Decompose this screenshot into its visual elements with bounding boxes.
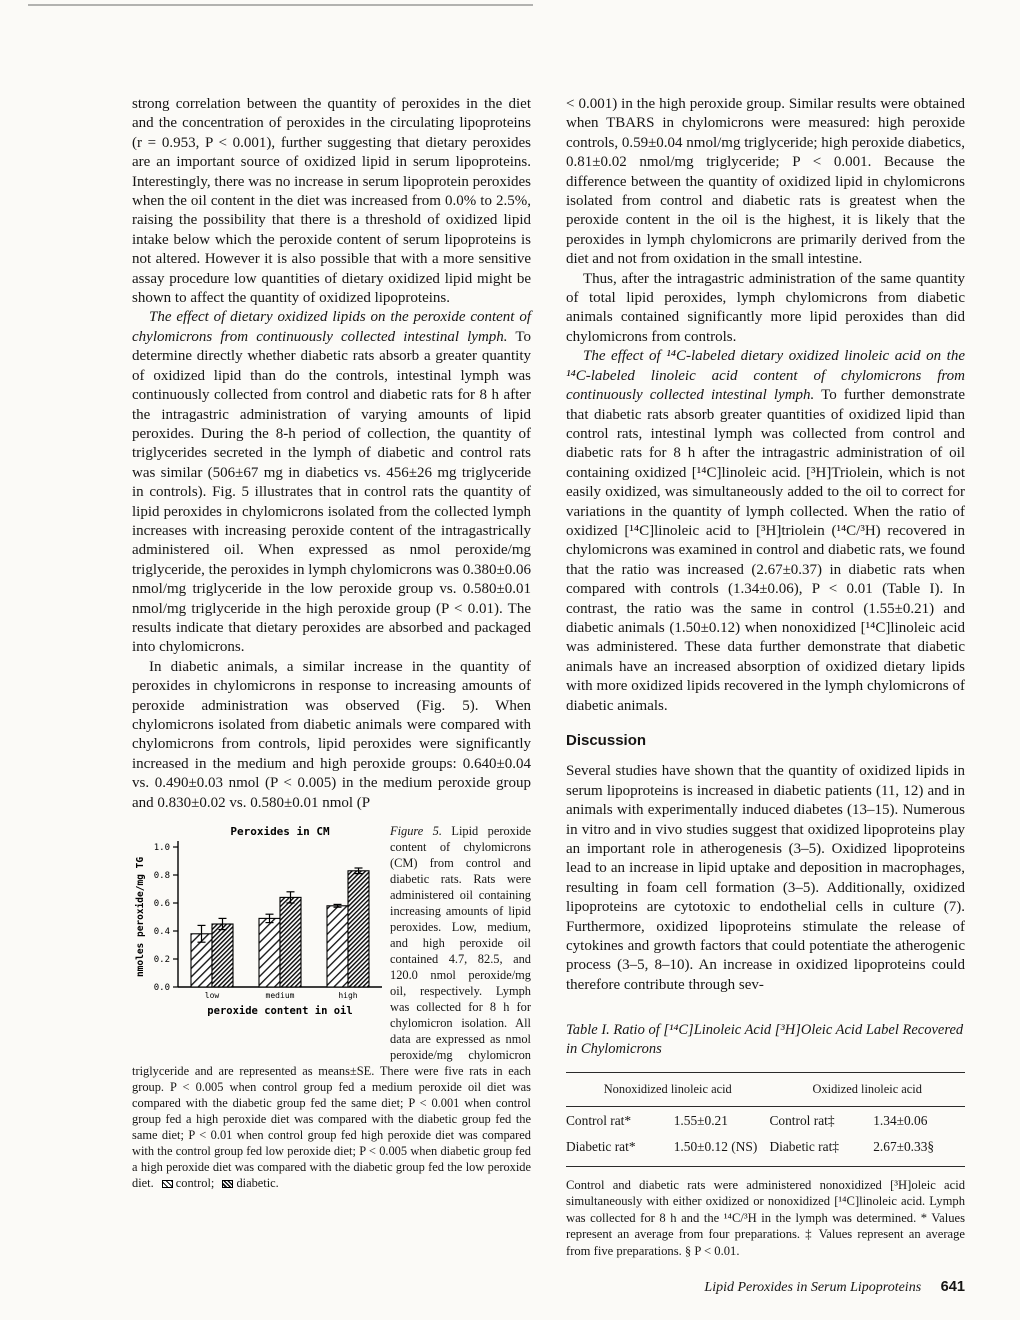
figure-label: Figure 5. bbox=[390, 824, 442, 839]
bar-chart-svg bbox=[132, 823, 390, 1049]
svg-text:high: high bbox=[338, 991, 358, 1001]
running-title: Lipid Peroxides in Serum Lipoproteins bbox=[704, 1280, 922, 1295]
table-row bbox=[566, 1106, 965, 1133]
paragraph-continuation: strong correlation between the quantity of peroxides in the diet and the concentration of peroxides in the circulating lipoproteins (r = 0.953, P < 0.001), further suggesting that dietary peroxides are an important source of oxidized lipid in serum lipoproteins. Interestingly, there was no increase in serum lipoprotein peroxides when the oil content in the diet was increased from 0.0% to 2.5%, raising the possibility that there is a threshold of oxidized lipid intake below which the peroxide content of serum lipoproteins is not altered. However it is also possible that with a more sensitive assay procedure low quantities of dietary oxidized lipid might be shown to affect the quantity of oxidized lipoproteins. bbox=[132, 96, 531, 307]
table-header-nonoxidized: Nonoxidized linoleic acid bbox=[566, 1073, 769, 1106]
table-cell: 2.67±0.33§ bbox=[873, 1139, 935, 1155]
table-cell: 1.55±0.21 bbox=[673, 1112, 728, 1128]
table-cell: Control rat* bbox=[566, 1112, 632, 1128]
legend-control-label: control; bbox=[175, 1176, 215, 1191]
paragraph-text: To further demonstrate that diabetic rats absorb greater quantities of oxidized lipid than control rats, intestinal lymph was collected from control and diabetic rats for 8 h after the intragastric administration of oil containing oxidized [¹⁴C]linoleic acid. [³H]Triolein, which is not easily oxidized, was simultaneously added to the oil to correct for variations in the quantity of lymph collected. When the ratio of oxidized [¹⁴C]linoleic acid to [³H]triolein (¹⁴C/³H) recovered in chylomicrons was examined in control and diabetic rats, we found that the ratio was increased (2.67±0.37) in diabetic rats when compared with controls (1.34±0.06), P < 0.01 (Table I). In contrast, the ratio was the same in control (1.55±0.21) and diabetic animals (1.50±0.12) when nonoxidized [¹⁴C]linoleic acid was administered. These data further demonstrate that diabetic animals have an increased absorption of oxidized dietary lipids with more oxidized lipids recovered in the lymph chylomicrons of diabetic animals. bbox=[566, 387, 965, 714]
table-cell: Diabetic rat* bbox=[566, 1139, 636, 1155]
control-hatch-swatch-icon bbox=[162, 1180, 173, 1188]
svg-text:0.4: 0.4 bbox=[153, 927, 170, 938]
paragraph-text: To determine directly whether diabetic rats absorb a greater quantity of oxidized lipid than do the controls, intestinal lymph was continuously collected from control and diabetic rats for 8 h after the intragastric administration of varying amounts of lipid peroxides. During the 8-h period of collection, the quantity of triglycerides secreted in the lymph of diabetic and control rats was similar (506±67 mg in diabetics vs. 456±26 mg triglyceride in controls). Fig. 5 illustrates that in control rats the quantity of lipid peroxides in chylomicrons isolated from the collected lymph increases with increasing peroxide content of the intragastrically administered oil. When expressed as nmol peroxide/mg triglyceride, the peroxides in lymph chylomicrons was 0.380±0.06 nmol/mg triglyceride in the low peroxide group vs. 0.580±0.01 nmol/mg triglyceride in the high peroxide group (P < 0.01). The results indicate that dietary peroxides are absorbed and packaged into chylomicrons. bbox=[132, 328, 531, 656]
page-number: 641 bbox=[940, 1279, 965, 1295]
paragraph-italic-lead: The effect of dietary oxidized lipids on the peroxide content of chylomicrons from continuously collected intestinal lymph. bbox=[132, 309, 531, 345]
table-1-grid bbox=[566, 1072, 965, 1166]
svg-text:medium: medium bbox=[265, 991, 295, 1001]
figure-5 bbox=[132, 823, 531, 1191]
table-header-row bbox=[566, 1073, 965, 1106]
paragraph-continuation: < 0.001) in the high peroxide group. Similar results were obtained when TBARS in chylomicrons were measured: high peroxide controls, 0.59±0.04 nmol/mg triglyceride; high peroxide diabetics, 0.81±0.02 nmol/mg triglyceride; P < 0.001. Because the difference between the quantity of oxidized lipid in chylomicrons isolated from control and diabetic rats is greatest when the peroxide content in the oil is the highest, it is likely that the peroxides in lymph chylomicrons are primarily derived from the diet and not from oxidation in the small intestine. bbox=[566, 96, 965, 268]
right-column bbox=[566, 95, 965, 1259]
svg-text:low: low bbox=[204, 991, 220, 1001]
table-cell: Diabetic rat‡ bbox=[769, 1139, 839, 1155]
paragraph: In diabetic animals, a similar increase in the quantity of peroxides in chylomicrons in response to increasing amounts of peroxide administration was observed (Fig. 5). When chylomicrons isolated from diabetic animals were compared with chylomicrons from controls, lipid peroxides were significantly increased in the medium and high peroxide groups: 0.640±0.04 vs. 0.490±0.03 nmol (P < 0.005) in the medium peroxide group and 0.830±0.02 vs. 0.580±0.01 nmol (P bbox=[132, 658, 531, 811]
paragraph bbox=[132, 308, 531, 657]
paragraph: Thus, after the intragastric administration of the same quantity of total lipid peroxides, lymph chylomicrons from diabetic animals contained significantly more lipid peroxides than did chylomicrons from controls. bbox=[566, 270, 965, 345]
svg-text:0.8: 0.8 bbox=[153, 871, 170, 882]
table-cell: 1.50±0.12 (NS) bbox=[673, 1139, 758, 1155]
page-footer bbox=[566, 1279, 965, 1296]
paragraph: Several studies have shown that the quantity of oxidized lipids in serum lipoproteins is increased in diabetic patients (11, 12) and in animals with experimentally induced diabetes (13–15). Numerous in vitro and in vivo studies suggest that oxidized lipoproteins play an important role in atherogenesis (3–5). Oxidized lipoproteins lead to an increase in lipid uptake and deposition in macrophages, resulting in foam cell formation (3–5). Additionally, oxidized lipoproteins are cytotoxic to endothelial cells in culture (7). Furthermore, oxidized lipoproteins stimulate the release of cytokines and growth factors that could potentiate the atherogenic process (3–5, 8–10). An increase in oxidized lipoproteins could therefore contribute through sev- bbox=[566, 763, 965, 993]
svg-text:1.0: 1.0 bbox=[153, 843, 170, 854]
table-footnote: Control and diabetic rats were administered nonoxidized [³H]oleic acid simultaneously with either oxidized or nonoxidized [¹⁴C]linoleic acid. Lymph was collected for 8 h and the ¹⁴C/³H in the lymph was determined. * Values represent an average from four preparations. ‡ Values represent an average from five preparations. § P < 0.01. bbox=[566, 1177, 965, 1258]
left-column bbox=[132, 95, 531, 1191]
table-row bbox=[566, 1133, 965, 1166]
paragraph bbox=[566, 347, 965, 716]
svg-text:0.2: 0.2 bbox=[153, 955, 170, 966]
svg-text:0.6: 0.6 bbox=[153, 899, 170, 910]
legend-diabetic-label: diabetic. bbox=[236, 1176, 279, 1191]
svg-text:Peroxides in CM: Peroxides in CM bbox=[230, 825, 330, 839]
table-cell: 1.34±0.06 bbox=[873, 1112, 928, 1128]
scan-edge-artifact bbox=[28, 4, 533, 6]
table-1 bbox=[566, 1021, 965, 1259]
table-cell: Control rat‡ bbox=[769, 1112, 835, 1128]
diabetic-hatch-swatch-icon bbox=[222, 1180, 233, 1188]
svg-text:0.0: 0.0 bbox=[153, 983, 170, 994]
figure-caption-text: Lipid peroxide content of chylomicrons (CM) from control and diabetic rats. Rats were administered oil containing increasing amounts of lipid peroxides. Low, medium, and high peroxide oil contained 4.7, 82.5, and 120.0 nmol peroxide/mg oil, respectively. Lymph was collected for 8 h for chylomicron isolation. All data are expressed as nmol peroxide/mg chylomicron triglyceride and are represented as means±SE. There were five rats in each group. P < 0.005 when control group fed a medium peroxide oil diet was compared with the diabetic group fed the same diet; P < 0.001 when control group fed a high peroxide diet was compared with the diabetic group fed the same diet; P < 0.01 when control group fed high peroxide diet was compared with the control group fed low peroxide diet; P < 0.005 when diabetic group fed a high peroxide diet was compared with the diabetic group fed the low peroxide diet. bbox=[132, 824, 531, 1191]
svg-text:nmoles peroxide/mg TG: nmoles peroxide/mg TG bbox=[135, 856, 146, 978]
table-title: Table I. Ratio of [¹⁴C]Linoleic Acid [³H]Oleic Acid Label Recovered in Chylomicrons bbox=[566, 1022, 964, 1058]
table-header-oxidized: Oxidized linoleic acid bbox=[769, 1073, 965, 1106]
paragraph-italic-lead: The effect of ¹⁴C-labeled dietary oxidized linoleic acid on the ¹⁴C-labeled linoleic acid content of chylomicrons from continuously collected intestinal lymph. bbox=[566, 348, 965, 404]
figure5-bar-chart bbox=[132, 823, 390, 1049]
discussion-heading: Discussion bbox=[566, 732, 647, 749]
svg-text:peroxide content in oil: peroxide content in oil bbox=[207, 1005, 353, 1018]
